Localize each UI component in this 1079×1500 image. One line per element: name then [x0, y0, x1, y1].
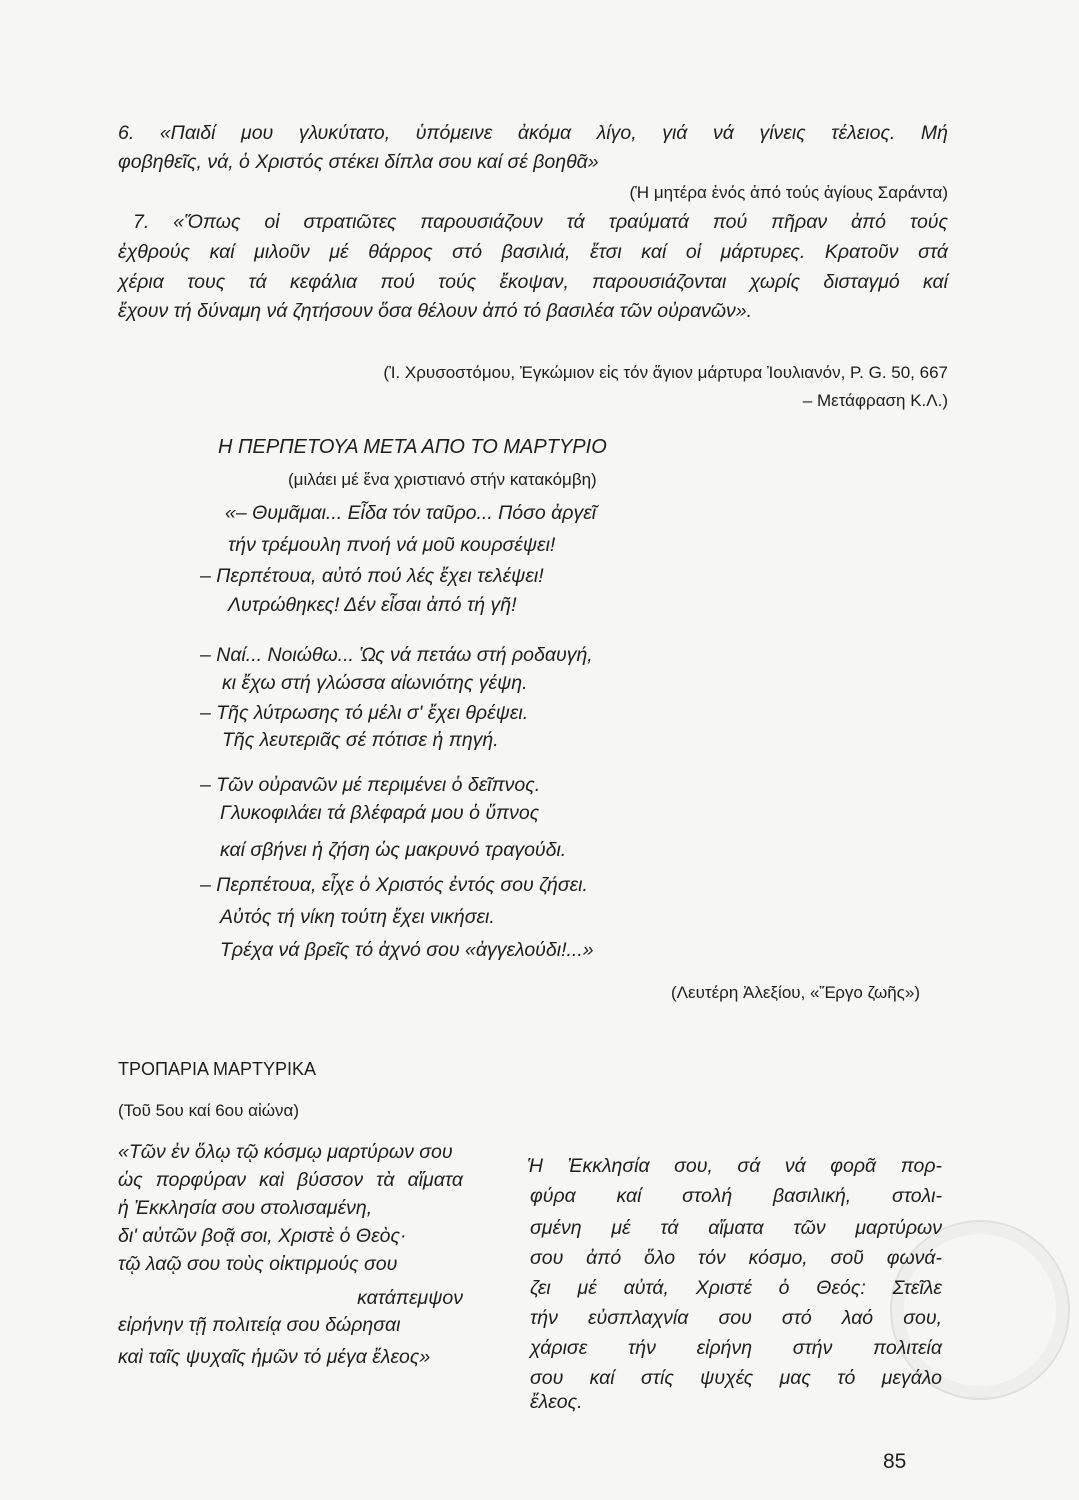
page-number: 85 [883, 1450, 907, 1473]
quote-7-source: (Ἰ. Χρυσοστόμου, Ἐγκώμιον εἰς τόν ἅγιον μάρτυρα Ἰουλιανόν, P. G. 50, 667 [383, 363, 948, 382]
quote-7-line: ἔχουν τή δύναμη νά ζητήσουν ὅσα θέλουν ἀπό τό βασιλέα τῶν οὐρανῶν». [118, 300, 753, 322]
poem-line: – Τῆς λύτρωσης τό μέλι σ' ἔχει θρέψει. [200, 702, 529, 724]
poem-line: Τῆς λευτεριᾶς σέ πότισε ἡ πηγή. [222, 729, 499, 751]
poem-line: κι ἔχω στή γλώσσα αἰωνιότης γέψη. [222, 672, 528, 694]
troparion-original-line: ὡς πορφύραν καὶ βύσσον τὰ αἵματα [118, 1169, 463, 1191]
troparion-original-line: τῷ λαῷ σου τοὺς οἰκτιρμούς σου [118, 1253, 398, 1275]
troparion-original-line: κατάπεμψον [357, 1287, 463, 1309]
poem-subtitle: (μιλάει μέ ἕνα χριστιανό στήν κατακόμβη) [288, 470, 597, 489]
troparion-original-line: δι' αὐτῶν βοᾷ σοι, Χριστὲ ὁ Θεὸς· [118, 1225, 407, 1247]
troparion-translation-line: φύρα καί στολή βασιλική, στολι- [530, 1185, 942, 1207]
quote-6-line: φοβηθεῖς, νά, ὁ Χριστός στέκει δίπλα σου καί σέ βοηθᾶ» [118, 151, 599, 173]
troparion-original-line: εἰρήνην τῇ πολιτείᾳ σου δώρησαι [118, 1314, 401, 1336]
troparion-translation-line: σμένη μέ τά αἵματα τῶν μαρτύρων [530, 1217, 942, 1239]
troparion-translation-line: Ἡ Ἐκκλησία σου, σά νά φορᾶ πορ- [527, 1155, 942, 1177]
poem-line: καί σβήνει ἡ ζήση ὡς μακρυνό τραγούδι. [220, 839, 567, 861]
quote-7-line: χέρια τους τά κεφάλια πού τούς ἔκοψαν, παρουσιάζονται χωρίς δισταγμό καί [118, 271, 948, 293]
poem-line: «– Θυμᾶμαι... Εἶδα τόν ταῦρο... Πόσο ἀργεῖ [225, 502, 597, 524]
poem-line: Τρέχα νά βρεῖς τό ἀχνό σου «ἀγγελούδι!...» [220, 939, 594, 961]
troparion-translation-line: σου καί στίς ψυχές μας τό μεγάλο [530, 1367, 942, 1389]
poem-line: Λυτρώθηκες! Δέν εἶσαι ἀπό τή γῆ! [228, 594, 517, 616]
quote-7-line: ἐχθρούς καί μιλοῦν μέ θάρρος στό βασιλιά, ἔτσι καί οἱ μάρτυρες. Κρατοῦν στά [118, 241, 948, 263]
poem-line: – Ναί... Νοιώθω... Ὡς νά πετάω στή ροδαυγή, [200, 644, 593, 666]
poem-line: τήν τρέμουλη πνοή νά μοῦ κουρσέψει! [228, 534, 556, 556]
troparion-original-line: «Τῶν ἐν ὅλῳ τῷ κόσμῳ μαρτύρων σου [118, 1141, 453, 1163]
troparia-period: (Τοῦ 5ου καί 6ου αἰώνα) [118, 1101, 299, 1120]
poem-title: Η ΠΕΡΠΕΤΟΥΑ ΜΕΤΑ ΑΠΟ ΤΟ ΜΑΡΤΥΡΙΟ [218, 436, 607, 458]
quote-7-line: 7. «Ὅπως οἱ στρατιῶτες παρουσιάζουν τά τραύματά πού πῆραν ἀπό τούς [133, 211, 948, 233]
poem-source: (Λευτέρη Ἀλεξίου, «Ἔργο ζωῆς») [670, 983, 920, 1002]
quote-7-translator: – Μετάφραση Κ.Λ.) [802, 391, 948, 410]
troparia-heading: ΤΡΟΠΑΡΙΑ ΜΑΡΤΥΡΙΚΑ [118, 1059, 317, 1079]
poem-line: Γλυκοφιλάει τά βλέφαρά μου ὁ ὕπνος [220, 802, 540, 824]
poem-line: Αὐτός τή νίκη τούτη ἔχει νικήσει. [220, 906, 495, 928]
poem-line: – Περπέτουα, εἶχε ὁ Χριστός ἐντός σου ζήσει. [200, 874, 588, 896]
troparion-translation-line: σου ἀπό ὅλο τόν κόσμο, σοῦ φωνά- [530, 1247, 942, 1269]
troparion-translation-line: ζει μέ αὐτά, Χριστέ ὁ Θεός: Στεῖλε [530, 1277, 942, 1299]
poem-line: – Περπέτουα, αὐτό πού λές ἔχει τελέψει! [200, 565, 544, 587]
quote-6-line: 6. «Παιδί μου γλυκύτατο, ὑπόμεινε ἀκόμα λίγο, γιά νά γίνεις τέλειος. Μή [118, 122, 948, 144]
poem-line: – Τῶν οὐρανῶν μέ περιμένει ὁ δεῖπνος. [200, 774, 541, 796]
troparion-original-line: ἡ Ἐκκλησία σου στολισαμένη, [118, 1197, 373, 1219]
troparion-translation-line: τήν εὐσπλαχνία σου στό λαό σου, [530, 1307, 942, 1329]
troparion-translation-line: χάρισε τήν εἰρήνη στήν πολιτεία [530, 1337, 942, 1359]
quote-6-source: (Ἡ μητέρα ἑνός ἀπό τούς ἁγίους Σαράντα) [629, 183, 948, 202]
troparion-original-line: καὶ ταῖς ψυχαῖς ἡμῶν τό μέγα ἔλεος» [118, 1346, 431, 1368]
troparion-translation-line: ἔλεος. [530, 1391, 583, 1413]
